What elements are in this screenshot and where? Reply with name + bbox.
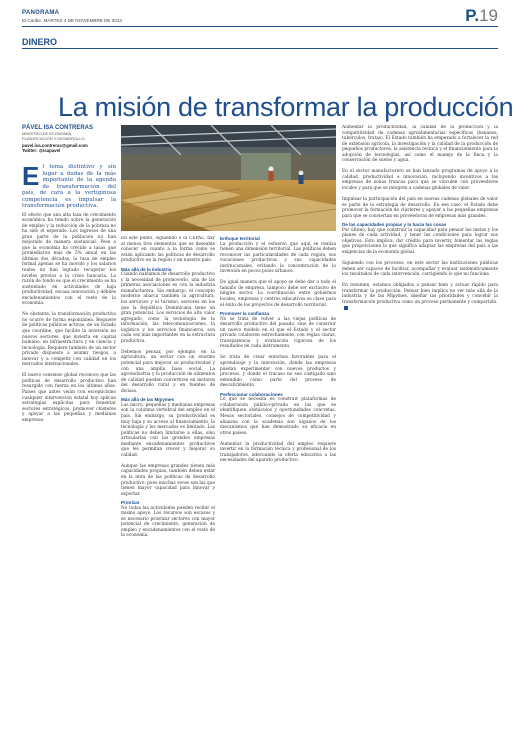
end-mark [344, 306, 348, 310]
article-column-3 [220, 236, 336, 724]
column-3-text-2: No se trata de volver a las viejas políticas de desarrollo productivo del pasado, sino de construir un nuevo modelo en el que el Estado y el sector privado colaboren estrechamente, con reglas claras, transparencia y evaluación rigurosa de los resultados de cada instrumento. Se trata de crear entornos favorables para el aprendizaje y la innovación, donde las empresas puedan experimentar con nuevos productos y procesos, y donde el fracaso no sea castigado sino entendido como parte del proceso de descubrimiento. [220, 316, 336, 389]
column-3-text-3: Lo que se necesita es construir plataformas de colaboración público-privada en las que se identifiquen obstáculos y oportunidades concretas. Mesas sectoriales, consejos de competitividad y alianzas con la academia son algunos de los mecanismos que han demostrado su eficacia en otros países. Aumentar la productividad del empleo requiere invertir en la formación técnica y profesional de los trabajadores, adecuando la oferta educativa a las necesidades del aparato productivo. [220, 397, 336, 464]
factory-photo-illustration [121, 125, 336, 231]
author-role-2: PLANIFICACIÓN Y DESARROLLO [22, 136, 85, 142]
column-1-body: El efecto que una alta tasa de crecimiento económico ha tenido sobre la generación de empleo y la reducción de la pobreza no ha sido el esperado. Los ingresos de una gran parte de la población no han mejorado de manera sustancial. Pese a que la economía ha crecido a tasas que promediaron más de 5% anual en las últimas dos décadas, la tasa de empleo formal apenas se ha movido y los salarios reales no han logrado recuperar los niveles previos a la crisis bancaria. La razón de fondo es que el crecimiento se ha sustentado en actividades de baja productividad, escasa innovación y débiles encadenamientos con el resto de la economía. No obstante, la transformación productiva no ocurre de forma espontánea. Requiere de políticas públicas activas, de un Estado que coordine, que facilite la inversión en nuevos sectores, que invierta en capital humano, en infraestructura y en ciencia y tecnología. Requiere también de un sector privado dispuesto a asumir riesgos, a innovar y a competir con calidad en los mercados internacionales. El nuevo consenso global reconoce que las políticas de desarrollo productivo han resurgido con fuerza en los últimos años. Países que antes veían con escepticismo cualquier intervención estatal hoy aplican estrategias explícitas para fomentar sectores estratégicos, promover clústeres y apoyar a las pequeñas y medianas empresas. [22, 212, 116, 423]
column-2-text-2: Las micro, pequeñas y medianas empresas son la columna vertebral del empleo en el país. Sin embargo, su productividad es muy baja y su acceso al financiamiento, la tecnología y los mercados es limitado. Las políticas no deben limitarse a ellas, sino articularlas con las grandes empresas mediante encadenamientos productivos que les permitan crecer y mejorar su calidad. Aunque las empresas grandes tienen más capacidades propias, también deben estar en la mira de las políticas de desarrollo productivo, pues muchas veces son las que tienen mayor capacidad para innovar y exportar. [121, 402, 215, 497]
dateline: El Caribe, MARTES 4 DE NOVIEMBRE DE 2014 [22, 18, 122, 23]
author-role-1: MINISTRO DE ECONOMÍA, [22, 131, 73, 136]
headline: La misión de transformar la producción [58, 92, 514, 122]
article-column-1 [22, 164, 116, 724]
author-email[interactable]: pavel.isa.contreras@gmail.com [22, 143, 88, 149]
topic-rule [22, 48, 498, 49]
column-4-text-2: Por último, hay que construir la capacidad para pensar las metas y los planes de cada actividad, y tener las condiciones para lograr sus objetivos. Esto implica: dar crédito para invertir, fomentar las reglas que proporcionen lo que significa adaptar las empresas del país a las exigencias de la economía global. Siguiendo con los procesos, en este sector las instituciones públicas deben ser capaces de facilitar, acompañar y evaluar sistemáticamente los resultados de cada intervención, corrigiendo lo que no funcione. En resumen, estamos obligados a pensar bien y actuar rápido para transformar la producción. Pensar bien implica no ver más allá de la industria y de las Mipymes, diseñar las prioridades y concebir la transformación productiva como un proceso permanente y compartido. [342, 227, 498, 305]
drop-cap: E [22, 164, 40, 191]
subhead-territorial: Enfoque territorial [220, 236, 260, 241]
subhead-capacidades: De las capacidades propias y la hacia las cosas [342, 222, 447, 228]
topic-label: DINERO [22, 37, 58, 47]
header-rule [22, 26, 498, 27]
article-photo [121, 125, 336, 231]
author-name: PÁVEL ISA CONTRERAS [22, 125, 94, 131]
author-twitter[interactable]: Twitter: @isapavel [22, 148, 61, 154]
column-2-text-1: Cuando hablamos de desarrollo productivo y la necesidad de promoverlo, una de las primeras asociaciones es con la industria manufacturera. Sin embargo, el concepto moderno abarca también la agricultura, los servicios y el turismo, sectores en los que la República Dominicana tiene un gran potencial. Los servicios de alto valor agregado, como la tecnología de la información, las telecomunicaciones, la logística y los servicios financieros, son cada vez más importantes en la estructura productiva. Debemos pensar, por ejemplo, en la agricultura, un sector con un enorme potencial para mejorar su productividad y con una amplia base social. La agroindustria y la producción de alimentos de calidad pueden convertirse en motores del desarrollo rural y en fuentes de divisas. [121, 272, 215, 394]
page-prefix: P. [465, 6, 480, 25]
column-2-text-3: No todas las actividades pueden recibir el mismo apoyo. Los recursos son escasos y es necesario priorizar sectores con mayor potencial de crecimiento, generación de empleo y encadenamientos con el resto de la economía. [121, 505, 215, 539]
lead-paragraph: l tema distintivo y sin lugar a dudas de la más importante de la agenda de transformación del país, de cara a la vertiginosa competencia es impulsar la transformación productiva. [22, 164, 116, 209]
subhead-colaboraciones: Perfeccionar colaboraciones [220, 391, 283, 397]
article-column-2 [121, 236, 215, 724]
subhead-confianza: Promover la confianza [220, 311, 270, 317]
page-number-value: 19 [479, 6, 498, 25]
column-2-intro: En este punto, siguiendo a la CEPAL, hay al menos tres elementos que es deseable conocer en cuanto a la forma como se están aplicando las políticas de desarrollo productivo en la región y en nuestro país. [121, 236, 215, 264]
column-4-text-1: Aumentar la productividad, la calidad de la producción y la competitividad de cadenas agroalimentarias específicas (bananos, tubérculos, frutas). El Estado también ha empezado a fortalecer la red de extensión agrícola, la investigación y la calidad de la producción de pequeños productores, la asistencia técnica y el financiamiento para la adopción de tecnologías, así como el manejo de la finca y la conservación de suelos y agua. En el sector manufacturero se han lanzado programas de apoyo a la calidad, productividad e innovación, incluyendo incentivos a las empresas de zonas francas para que se vinculen con proveedores locales y para que se integren a cadenas globales de valor. Impulsar la participación del país en nuevas cadenas globales de valor es parte de la estrategia de desarrollo. En ese caso, el Estado debe promover la formación de clústeres y apoyar a las pequeñas empresas para que se conviertan en proveedoras de empresas más grandes. [342, 125, 498, 219]
column-3-text-1: La producción y el esfuerzo que aquí se realiza tienen una dimensión territorial. Las políticas deben reconocer las particularidades de cada región, sus vocaciones productivas y sus capacidades institucionales, evitando la concentración de la inversión en pocos polos urbanos. De igual manera que el apoyo se debe dar a todo el tamaño de empresa, tampoco debe ser exclusivo de ningún sector. La coordinación entre gobiernos locales, empresas y centros educativos es clave para el éxito de los proyectos de desarrollo territorial. [220, 241, 336, 308]
section-label: PANORAMA [22, 10, 60, 16]
subhead-priorizar: Priorizar [121, 500, 140, 506]
article-column-4 [342, 125, 498, 723]
byline [22, 125, 114, 153]
subhead-industria: Más allá de la industria [121, 266, 172, 272]
subhead-mipymes: Más allá de las Mipymes [121, 397, 175, 403]
page-number [465, 6, 498, 26]
